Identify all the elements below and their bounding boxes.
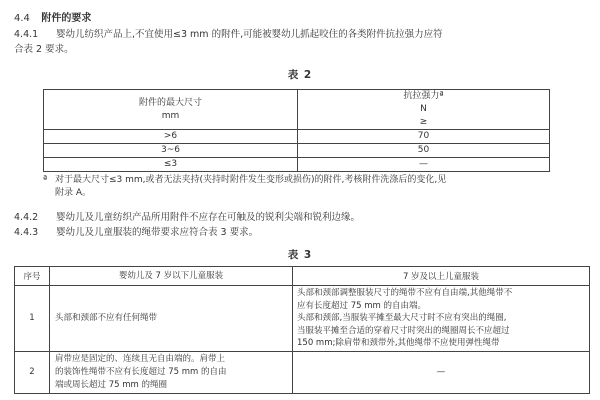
table3-header-row xyxy=(15,267,590,286)
table2-header-size-unit: mm xyxy=(161,110,180,121)
table2-footnote xyxy=(43,174,553,200)
footnote-mark: ª xyxy=(43,175,48,185)
table-2 xyxy=(43,89,550,172)
table2-header-force-label: 抗拉强力ª xyxy=(403,91,444,101)
table2-size-cell: 3~6 xyxy=(44,144,298,158)
cell-line: 肩带应是固定的、连续且无自由端的。肩带上 xyxy=(55,353,226,364)
footnote-line1: 对于最大尺寸≤3 mm,或者无法夹持(夹持时附件发生变形或损伤)的附件,考核附件洗涤后的变化,见 xyxy=(55,175,447,185)
table2-header-force-unit: N xyxy=(420,104,427,114)
clause-text: 婴幼儿及儿童服装的绳带要求应符合表 3 要求。 xyxy=(56,227,259,238)
table-row xyxy=(44,144,550,158)
table2-header-force-symbol: ≥ xyxy=(419,117,428,127)
clause-4-4-3 xyxy=(14,225,584,240)
section-number: 4.4 xyxy=(14,13,30,24)
table3-header-under7: 婴幼儿及 7 岁以下儿童服装 xyxy=(50,267,293,286)
table3-caption: 表 3 xyxy=(287,249,313,261)
table2-force-cell: 70 xyxy=(298,130,550,144)
table3-header-number: 序号 xyxy=(15,267,50,286)
table2-size-cell: >6 xyxy=(44,130,298,144)
table-row xyxy=(44,158,550,172)
clause-text: 婴幼儿及儿童纺织产品所用附件不应存在可触及的锐利尖端和锐利边缘。 xyxy=(56,212,361,223)
footnote-line2: 附录 A。 xyxy=(55,188,92,198)
table2-caption: 表 2 xyxy=(287,69,313,81)
table3-7plus-cell: — xyxy=(293,351,590,393)
cell-line: 应有长度超过 75 mm 的自由端。 xyxy=(297,300,426,311)
table3-7plus-cell xyxy=(293,286,590,352)
table2-header-size-label: 附件的最大尺寸 xyxy=(138,97,202,108)
table-row xyxy=(15,351,590,393)
clause-number: 4.4.3 xyxy=(14,227,39,238)
cell-line: 头部和颈部调整服装尺寸的绳带不应有自由端,其他绳带不 xyxy=(297,288,513,298)
cell-line: 当服装平摊至合适的穿着尺寸时突出的绳圈周长不应超过 xyxy=(297,325,510,336)
table2-header-size xyxy=(44,90,298,130)
clause-number: 4.4.1 xyxy=(14,29,39,40)
table3-under7-cell xyxy=(50,351,293,393)
clause-text-line2: 合表 2 要求。 xyxy=(14,44,74,55)
clause-4-4-1 xyxy=(14,27,584,57)
table3-row-number: 1 xyxy=(15,286,50,352)
cell-line: 头部和颈部,当服装平摊至最大尺寸时不应有突出的绳圈, xyxy=(297,313,507,323)
section-heading xyxy=(14,9,91,24)
cell-line: 150 mm;除肩带和颈带外,其他绳带不应使用弹性绳带 xyxy=(297,338,500,348)
clause-number: 4.4.2 xyxy=(14,212,39,223)
table2-force-cell: 50 xyxy=(298,144,550,158)
table-3 xyxy=(14,266,590,394)
clause-4-4-2 xyxy=(14,210,584,225)
cell-line: 端或周长超过 75 mm 的绳圈 xyxy=(55,379,167,390)
table2-header-row xyxy=(44,90,550,130)
cell-line: 的装饰性绳带不应有长度超过 75 mm 的自由 xyxy=(55,366,227,377)
clause-text-line1: 婴幼儿纺织产品上,不宜使用≤3 mm 的附件,可能被婴幼儿抓起咬住的各类附件抗拉强力应符 xyxy=(56,29,443,40)
table2-size-cell: ≤3 xyxy=(44,158,298,172)
table3-under7-cell: 头部和颈部不应有任何绳带 xyxy=(50,286,293,352)
section-title: 附件的要求 xyxy=(41,13,92,24)
table3-header-7plus: 7 岁及以上儿童服装 xyxy=(293,267,590,286)
table2-force-cell: — xyxy=(298,158,550,172)
table3-row-number: 2 xyxy=(15,351,50,393)
table-row xyxy=(15,286,590,352)
table-row xyxy=(44,130,550,144)
table2-header-force xyxy=(298,90,550,130)
